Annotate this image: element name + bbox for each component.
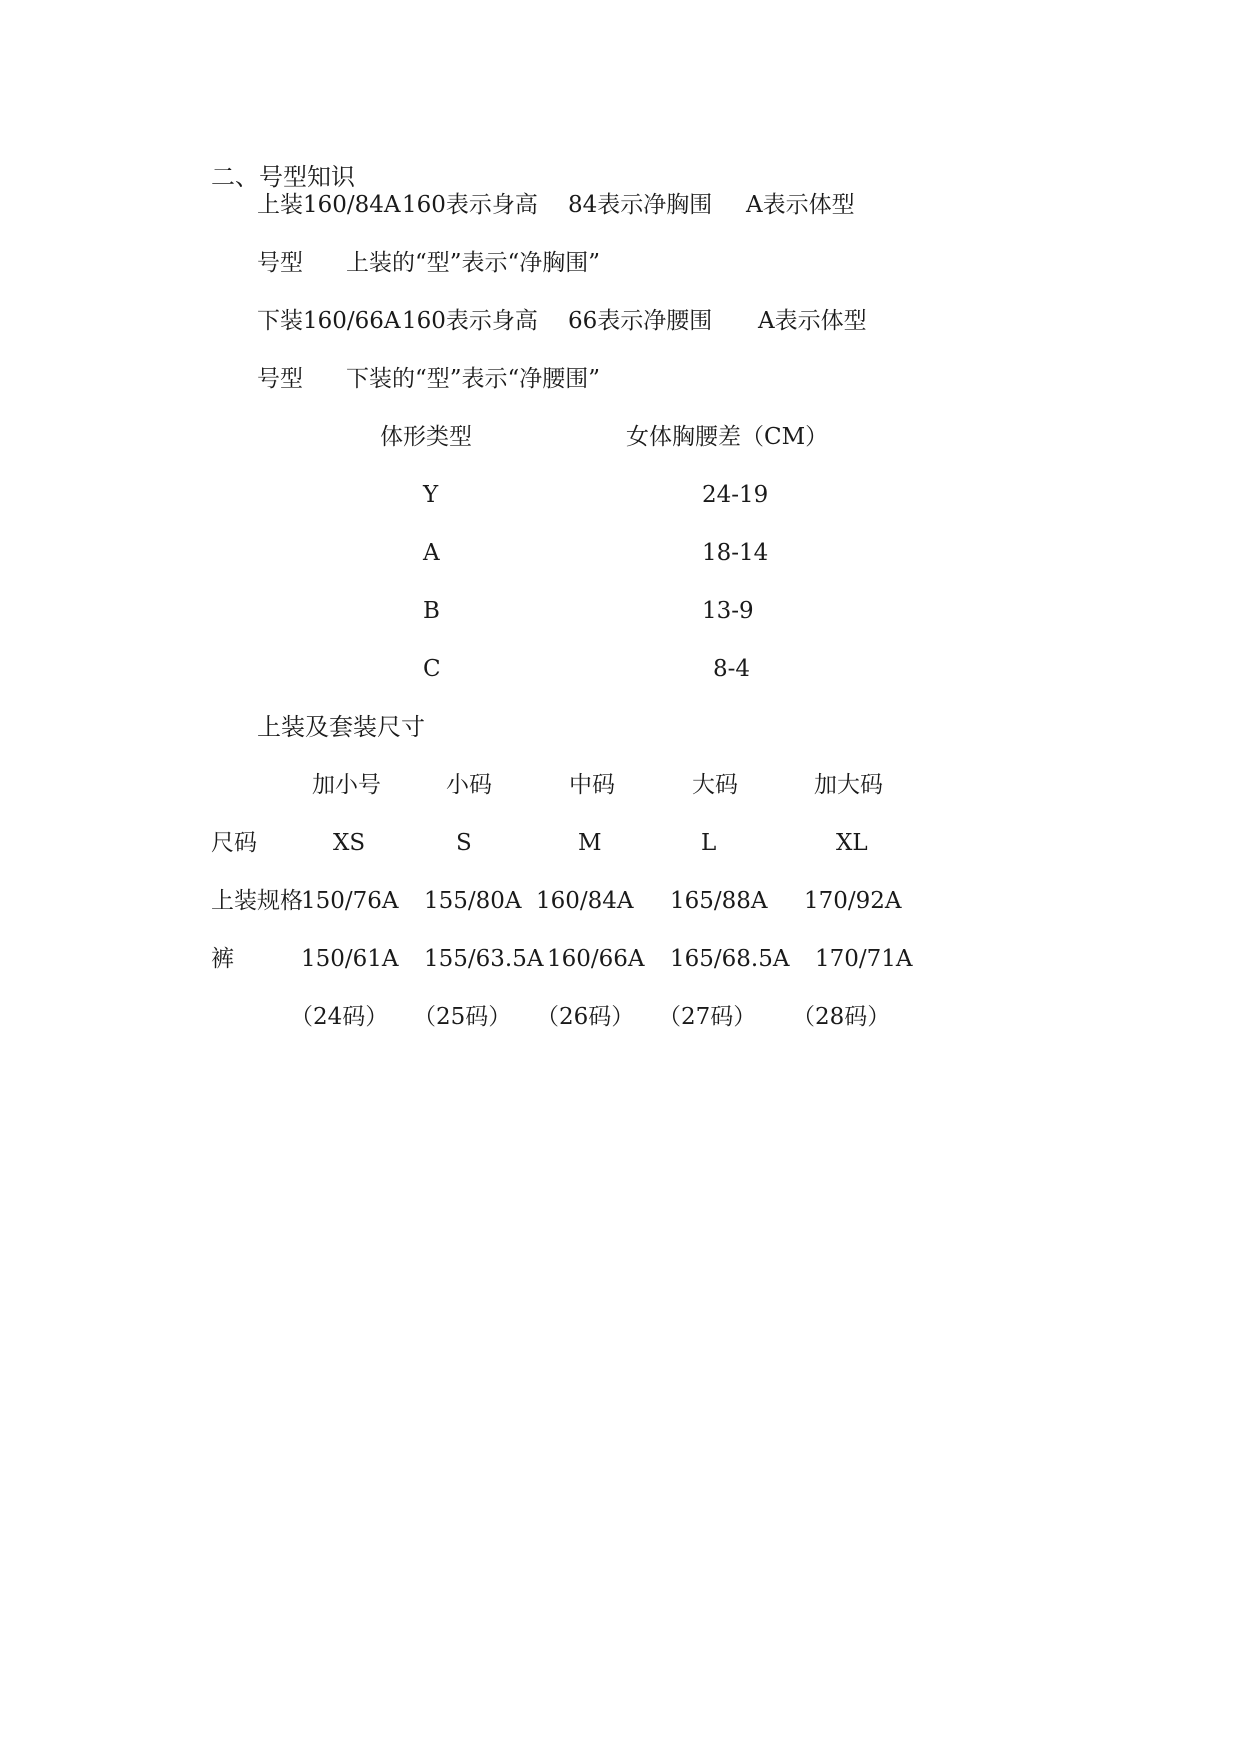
top-chest-text: 84表示净胸围	[568, 192, 713, 218]
top-type-text: A表示体型	[746, 192, 855, 218]
size-cell: 160/84A	[536, 888, 634, 914]
size-cell: L	[701, 830, 717, 856]
row-label: 裤	[211, 946, 234, 972]
table-cell: 8-4	[713, 656, 751, 682]
size-cell: 160/66A	[547, 946, 645, 972]
size-header: 加小号	[312, 772, 381, 798]
size-cell: （25码）	[413, 1004, 512, 1030]
table-cell: Y	[423, 482, 439, 508]
table-header: 女体胸腰差（CM）	[626, 424, 829, 450]
size-cell: XS	[333, 830, 366, 856]
size-cell: XL	[836, 830, 868, 856]
size-cell: M	[578, 830, 602, 856]
size-cell: 165/68.5A	[670, 946, 790, 972]
size-cell: （28码）	[792, 1004, 891, 1030]
size-header: 大码	[692, 772, 738, 798]
bottom-waist-text: 66表示净腰围	[568, 308, 713, 334]
size-header: 小码	[446, 772, 492, 798]
table-cell: 18-14	[702, 540, 769, 566]
top-size-label: 上装160/84A	[257, 192, 401, 218]
size-section-title: 上装及套装尺寸	[257, 713, 425, 741]
size-cell: （24码）	[290, 1004, 389, 1030]
table-cell: 24-19	[702, 482, 769, 508]
table-cell: A	[423, 540, 440, 566]
size-cell: 170/71A	[815, 946, 913, 972]
size-cell: 165/88A	[670, 888, 768, 914]
table-cell: 13-9	[702, 598, 754, 624]
table-cell: B	[423, 598, 440, 624]
size-cell: 150/76A	[301, 888, 399, 914]
size-header: 加大码	[814, 772, 883, 798]
size-cell: 155/80A	[424, 888, 522, 914]
size-cell: （27码）	[658, 1004, 757, 1030]
bottom-size-label: 下装160/66A	[257, 308, 401, 334]
size-header: 中码	[569, 772, 615, 798]
bottom-note-label: 号型	[257, 366, 303, 392]
table-header: 体形类型	[380, 424, 472, 450]
size-cell: （26码）	[536, 1004, 635, 1030]
row-label: 尺码	[211, 830, 257, 856]
size-cell: 155/63.5A	[424, 946, 544, 972]
top-note-text: 上装的“型”表示“净胸围”	[346, 250, 601, 276]
size-cell: 170/92A	[804, 888, 902, 914]
bottom-note-text: 下装的“型”表示“净腰围”	[346, 366, 601, 392]
size-cell: 150/61A	[301, 946, 399, 972]
section-title: 二、号型知识	[211, 163, 355, 191]
row-label: 上装规格	[211, 888, 303, 914]
bottom-type-text: A表示体型	[758, 308, 867, 334]
bottom-height-text: 160表示身高	[402, 308, 538, 334]
size-cell: S	[456, 830, 472, 856]
top-height-text: 160表示身高	[402, 192, 538, 218]
table-cell: C	[423, 656, 441, 682]
top-note-label: 号型	[257, 250, 303, 276]
